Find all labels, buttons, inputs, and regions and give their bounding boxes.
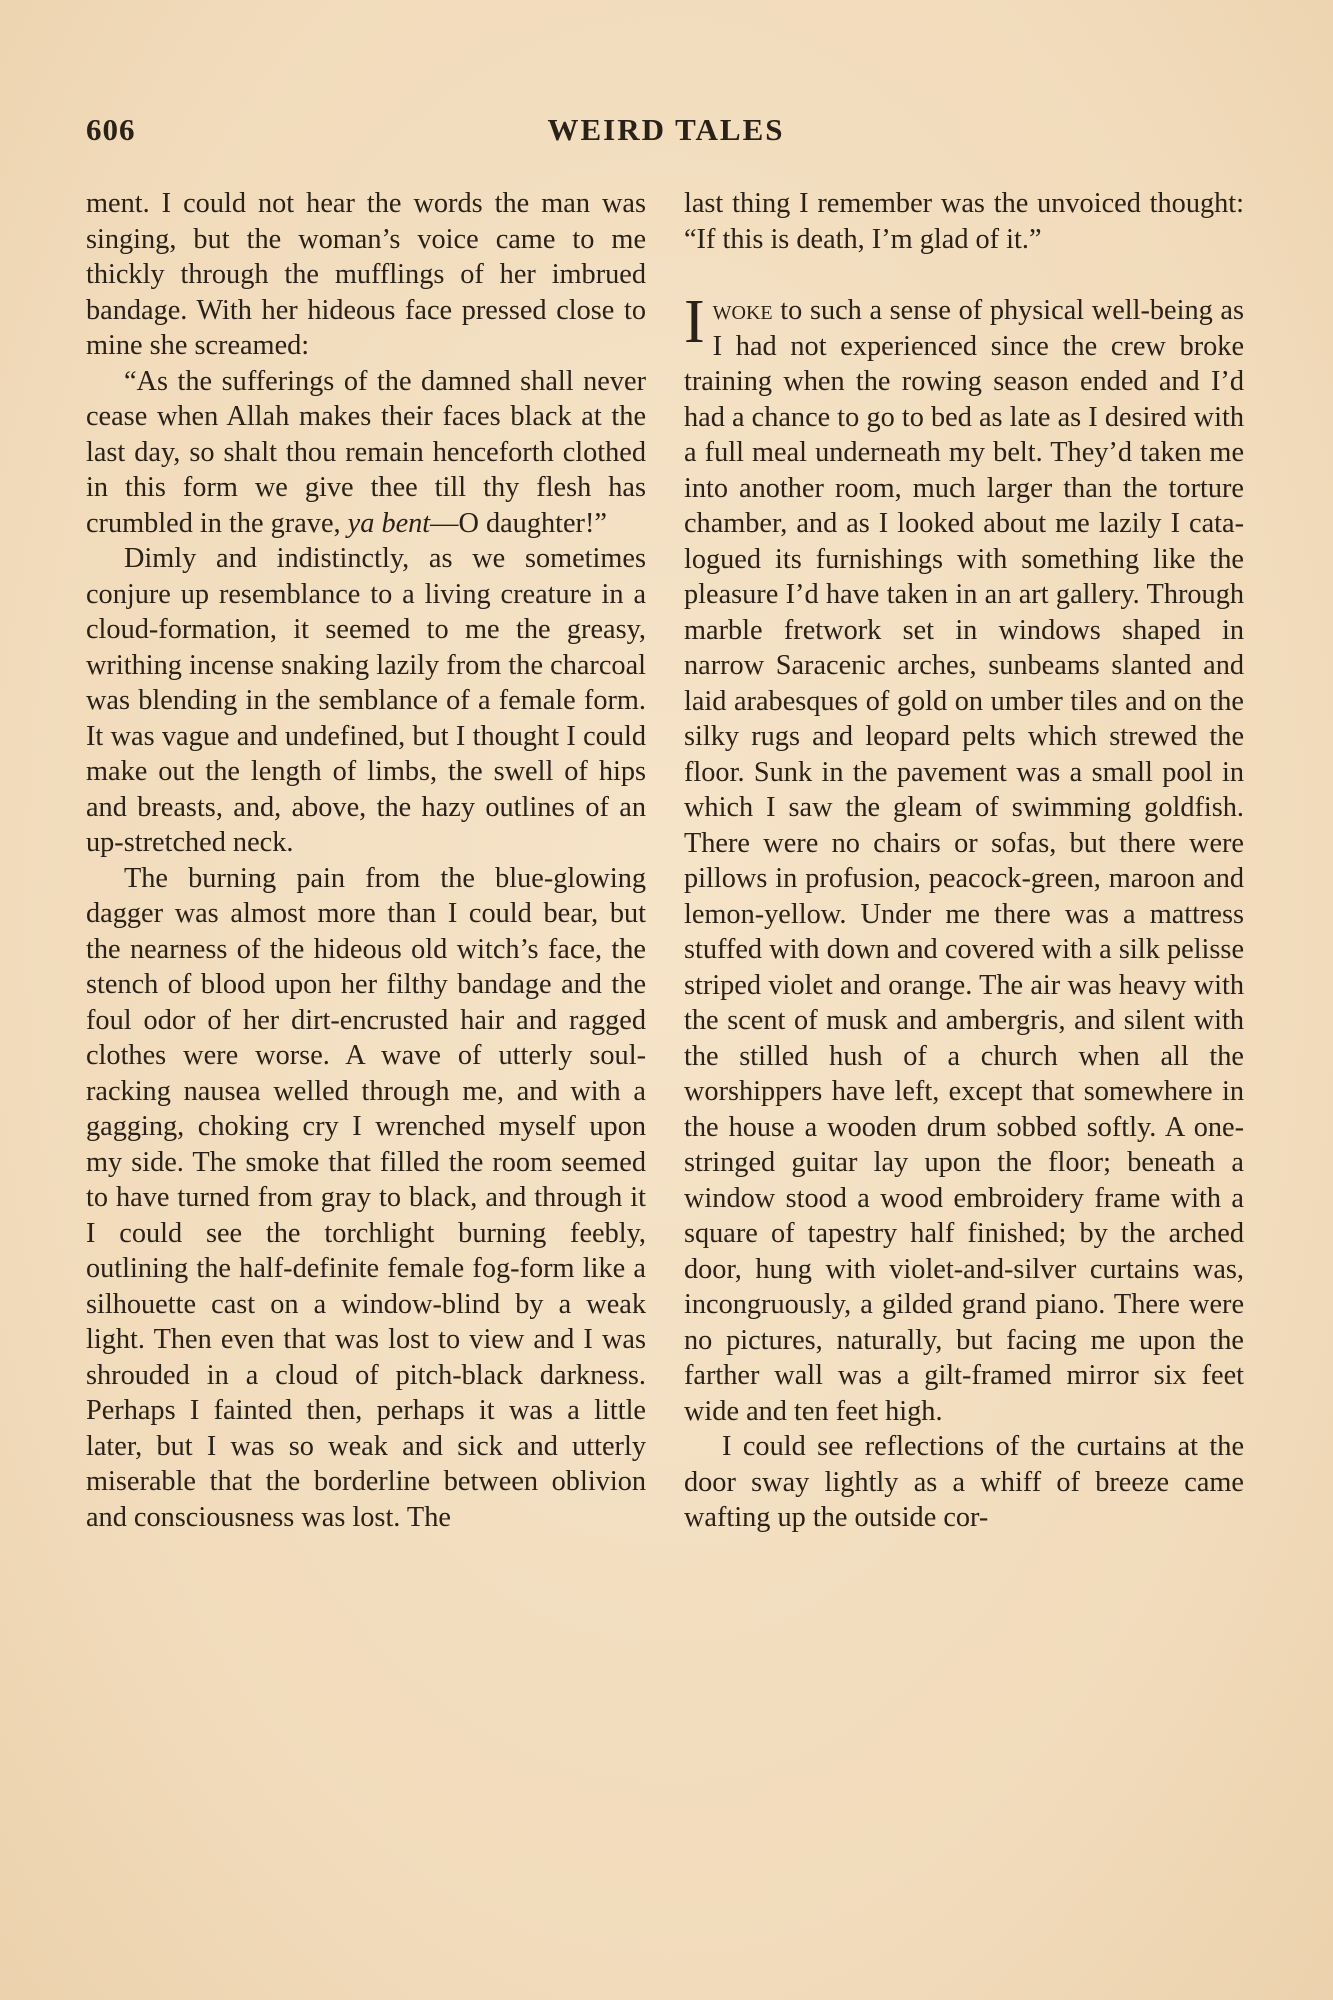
paragraph: Dimly and indistinctly, as we sometimes conjure up resemblance to a living creature in a cloud-formation, it seemed to me the greasy, writhing incense snaking lazily from the charcoal was blending in the semblance of a female form. It was vague and undefined, but I thought I could make out the length of limbs, the swell of hips and breasts, and, above, the hazy outlines of an up-stretched neck. <box>86 543 646 858</box>
paragraph-text: to such a sense of physical well-being as I had not experienced since the crew broke training when the rowing season ended and I’d had a chance to go to bed as late as I desired with a full meal underneath my belt. They’d taken me into another room, much larger than the torture chamber, and as I looked about me lazily I catalogued its furnishings with something like the pleasure I’d have taken in an art gallery. Through marble fretwork set in windows shaped in narrow Saracenic arches, sunbeams slanted and laid arabesques of gold on umber tiles and on the silky rugs and leopard pelts which strewed the floor. Sunk in the pavement was a small pool in which I saw the gleam of swimming goldfish. There were no chairs or sofas, but there were pillows in profusion, peacock-green, maroon and lemon-yellow. Under me there was a mattress stuffed with down and covered with a silk pelisse striped violet and orange. The air was heavy with the scent of musk and ambergris, and silent with the stilled hush of a church when all the worshippers have left, except that somewhere in the house a wooden drum sobbed softly. A one-stringed guitar lay upon the floor; beneath a window stood a wood embroidery frame with a square of tapestry half finished; by the arched door, hung with violet-and-silver curtains was, incongruously, a gilded grand piano. There were no pictures, naturally, but facing me upon the farther wall was a gilt-framed mirror six feet wide and ten feet high. <box>684 295 1244 1427</box>
section-break <box>684 257 1244 293</box>
paragraph: I could see reflections of the curtains at the door sway lightly as a whiff of breeze came wafting up the outside cor- <box>684 1431 1244 1533</box>
running-title: WEIRD TALES <box>547 112 785 147</box>
left-column <box>86 186 646 1535</box>
paragraph-text: “As the sufferings of the damned shall never cease when Allah makes their faces black at the last day, so shalt thou remain henceforth clothed in this form we give thee till thy flesh has crumbled in the grave, <box>86 365 646 539</box>
page-number: 606 <box>86 112 136 147</box>
italic-phrase: ya bent <box>347 507 431 539</box>
paragraph: The burning pain from the blue-glowing dagger was almost more than I could bear, but the nearness of the hideous old witch’s face, the stench of blood upon her filthy bandage and the foul odor of her dirt-encrusted hair and ragged clothes were worse. A wave of utterly soul-racking nausea welled through me, and with a gagging, choking cry I wrenched myself upon my side. The smoke that filled the room seemed to have turned from gray to black, and through it I could see the torchlight burning feebly, outlining the half-definite female fog-form like a silhouette cast on a window-blind by a weak light. Then even that was lost to view and I was shrouded in a cloud of pitch-black darkness. Perhaps I fainted then, perhaps it was a little later, but I was so weak and sick and utterly miserable that the borderline between oblivion and consciousness was lost. The <box>86 862 646 1533</box>
right-column <box>684 186 1244 1536</box>
paragraph-text-end: —O daughter!” <box>430 507 607 539</box>
small-caps-word: woke <box>712 295 773 326</box>
paragraph-curse <box>86 364 646 542</box>
paragraph: last thing I remember was the unvoiced thought: “If this is death, I’m glad of it.” <box>684 188 1244 255</box>
paragraph: ment. I could not hear the words the man was singing, but the woman’s voice came to me thickly through the mufflings of her imbrued bandage. With her hideous face pressed close to mine she screamed: <box>86 188 646 361</box>
paragraph-section-start <box>684 288 1244 1429</box>
drop-cap: I <box>684 288 705 356</box>
page-header <box>86 112 1246 160</box>
